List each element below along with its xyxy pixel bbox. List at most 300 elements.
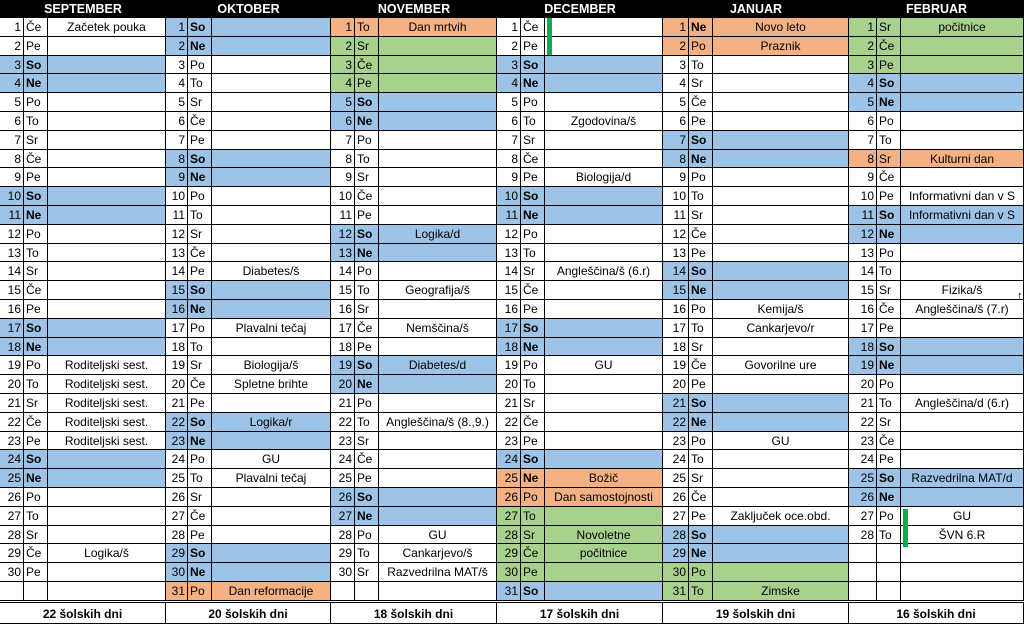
day-number: 18 (166, 338, 188, 356)
weekday-label: Pe (24, 168, 48, 187)
weekday-label: Ne (877, 225, 901, 244)
day-number: 14 (663, 262, 689, 281)
day-number: 16 (849, 300, 877, 319)
weekday-label: Pe (188, 131, 212, 150)
event-label (901, 262, 1024, 281)
day-number: 21 (849, 394, 877, 413)
weekday-label: Če (521, 150, 545, 168)
event-label (48, 281, 166, 300)
weekday-label: Če (355, 450, 379, 469)
event-label (545, 432, 663, 450)
event-label: Božič (545, 469, 663, 488)
day-number: 7 (0, 131, 24, 150)
weekday-label: Če (877, 432, 901, 450)
day-number: 3 (663, 56, 689, 74)
weekday-label: Po (877, 244, 901, 262)
day-number: 28 (849, 526, 877, 544)
day-number: 10 (331, 187, 355, 206)
day-number: 9 (497, 168, 521, 187)
day-number: 2 (331, 37, 355, 56)
weekday-label: Po (355, 262, 379, 281)
day-number: 25 (0, 469, 24, 488)
event-label (545, 244, 663, 262)
weekday-label: Sr (355, 432, 379, 450)
day-number: 17 (331, 319, 355, 338)
weekday-label: Po (521, 356, 545, 375)
weekday-label: So (521, 56, 545, 74)
day-number: 2 (663, 37, 689, 56)
event-label (48, 526, 166, 544)
day-number: 25 (849, 469, 877, 488)
weekday-label (877, 544, 901, 563)
weekday-label: To (24, 375, 48, 394)
weekday-label: Ne (689, 18, 713, 37)
weekday-label: To (521, 507, 545, 526)
day-number: 12 (497, 225, 521, 244)
event-label (379, 74, 497, 93)
event-label (379, 432, 497, 450)
day-number: 30 (663, 563, 689, 582)
day-number: 14 (166, 262, 188, 281)
day-number: 20 (663, 375, 689, 394)
event-label: Kemija/š (713, 300, 849, 319)
day-number: 26 (166, 488, 188, 507)
day-number: 23 (663, 432, 689, 450)
event-label: Roditeljski sest. (48, 394, 166, 413)
day-number: 6 (663, 112, 689, 131)
weekday-label: Ne (188, 563, 212, 582)
day-number: 18 (849, 338, 877, 356)
event-label (545, 413, 663, 432)
day-number: 2 (166, 37, 188, 56)
event-label: Informativni dan v S (901, 187, 1024, 206)
day-number: 25 (497, 469, 521, 488)
day-number: 10 (663, 187, 689, 206)
event-label (901, 37, 1024, 56)
event-label (713, 375, 849, 394)
weekday-label: Sr (689, 74, 713, 93)
day-number: 20 (849, 375, 877, 394)
arrow-up-icon: ↑ (1017, 290, 1023, 302)
event-label (713, 150, 849, 168)
weekday-label: Če (689, 225, 713, 244)
day-number: 8 (663, 150, 689, 168)
weekday-label: To (521, 244, 545, 262)
weekday-label: To (521, 112, 545, 131)
event-label (212, 225, 331, 244)
weekday-label: Če (877, 37, 901, 56)
weekday-label: Ne (521, 338, 545, 356)
event-label: Praznik (713, 37, 849, 56)
weekday-label: So (689, 394, 713, 413)
weekday-label: Sr (521, 262, 545, 281)
day-number: 4 (663, 74, 689, 93)
event-label: Cankarjevo/š (379, 544, 497, 563)
day-number: 11 (663, 206, 689, 225)
event-label (545, 300, 663, 319)
day-number: 27 (663, 507, 689, 526)
event-label: Zaključek oce.obd. (713, 507, 849, 526)
day-number: 25 (166, 469, 188, 488)
event-label (545, 187, 663, 206)
weekday-label: Sr (188, 488, 212, 507)
event-label (713, 281, 849, 300)
event-label (379, 469, 497, 488)
event-label (48, 74, 166, 93)
day-number: 4 (331, 74, 355, 93)
weekday-label: Ne (689, 150, 713, 168)
event-label (901, 432, 1024, 450)
weekday-label: So (689, 131, 713, 150)
weekday-label: Ne (877, 488, 901, 507)
weekday-label: Po (689, 168, 713, 187)
day-number: 23 (0, 432, 24, 450)
weekday-label: Ne (521, 74, 545, 93)
event-label: Geografija/š (379, 281, 497, 300)
event-label (212, 507, 331, 526)
day-number: 11 (0, 206, 24, 225)
weekday-label: Sr (24, 526, 48, 544)
weekday-label: To (877, 262, 901, 281)
weekday-label: Po (24, 356, 48, 375)
event-label (901, 413, 1024, 432)
day-number: 18 (497, 338, 521, 356)
weekday-label: Sr (877, 281, 901, 300)
event-label (48, 582, 166, 601)
event-label: Roditeljski sest. (48, 375, 166, 394)
weekday-label: To (689, 319, 713, 338)
event-label (48, 244, 166, 262)
weekday-label: To (188, 206, 212, 225)
event-label: Razvedrilna MAT/d (901, 469, 1024, 488)
day-number: 22 (331, 413, 355, 432)
day-number: 17 (0, 319, 24, 338)
event-label: Roditeljski sest. (48, 413, 166, 432)
weekday-label (24, 582, 48, 601)
event-label (901, 319, 1024, 338)
day-number: 19 (497, 356, 521, 375)
day-number: 26 (849, 488, 877, 507)
day-number: 1 (166, 18, 188, 37)
month-header: DECEMBER (497, 0, 663, 18)
event-label (901, 112, 1024, 131)
weekday-label: So (355, 93, 379, 112)
weekday-label (877, 582, 901, 601)
weekday-label: Sr (188, 225, 212, 244)
day-number: 12 (166, 225, 188, 244)
weekday-label: Po (355, 526, 379, 544)
event-label: Angleščina/d (6.r) (901, 394, 1024, 413)
weekday-label: Ne (355, 244, 379, 262)
event-label: GU (212, 450, 331, 469)
day-number: 31 (663, 582, 689, 601)
day-number: 26 (0, 488, 24, 507)
weekday-label: So (689, 526, 713, 544)
event-label: Zgodovina/š (545, 112, 663, 131)
event-label (379, 168, 497, 187)
event-label (212, 432, 331, 450)
day-number: 29 (663, 544, 689, 563)
month-header: NOVEMBER (331, 0, 497, 18)
day-number: 4 (166, 74, 188, 93)
weekday-label: Pe (877, 319, 901, 338)
green-marker (547, 18, 552, 55)
event-label (379, 206, 497, 225)
event-label (901, 168, 1024, 187)
event-label: GU (545, 356, 663, 375)
event-label: Informativni dan v S (901, 206, 1024, 225)
day-number: 14 (331, 262, 355, 281)
weekday-label: To (355, 544, 379, 563)
weekday-label: To (24, 507, 48, 526)
weekday-label: Sr (355, 300, 379, 319)
event-label (212, 93, 331, 112)
day-number: 19 (0, 356, 24, 375)
weekday-label: Če (24, 544, 48, 563)
weekday-label: Sr (355, 563, 379, 582)
weekday-label: To (188, 469, 212, 488)
event-label (545, 563, 663, 582)
day-number: 13 (663, 244, 689, 262)
day-number: 6 (0, 112, 24, 131)
weekday-label: Ne (355, 112, 379, 131)
weekday-label: Po (521, 93, 545, 112)
weekday-label: Sr (355, 37, 379, 56)
weekday-label: Ne (355, 507, 379, 526)
day-number: 14 (0, 262, 24, 281)
day-number: 2 (497, 37, 521, 56)
day-number: 16 (497, 300, 521, 319)
event-label (901, 74, 1024, 93)
event-label (48, 206, 166, 225)
event-label (48, 187, 166, 206)
day-number: 22 (849, 413, 877, 432)
day-number: 6 (497, 112, 521, 131)
day-number: 24 (166, 450, 188, 469)
weekday-label: Sr (521, 394, 545, 413)
day-number: 11 (497, 206, 521, 225)
weekday-label: Pe (689, 112, 713, 131)
event-label (212, 394, 331, 413)
day-number: 24 (497, 450, 521, 469)
day-number: 8 (0, 150, 24, 168)
day-number: 7 (663, 131, 689, 150)
day-number: 28 (0, 526, 24, 544)
day-number: 30 (166, 563, 188, 582)
event-label (545, 206, 663, 225)
weekday-label: Če (24, 281, 48, 300)
event-label (48, 319, 166, 338)
day-number: 18 (331, 338, 355, 356)
day-number: 29 (497, 544, 521, 563)
weekday-label: Po (188, 319, 212, 338)
day-number: 7 (166, 131, 188, 150)
weekday-label: Sr (689, 206, 713, 225)
day-number: 8 (849, 150, 877, 168)
event-label (379, 93, 497, 112)
event-label (545, 338, 663, 356)
weekday-label: To (355, 413, 379, 432)
day-number: 20 (166, 375, 188, 394)
event-label (48, 262, 166, 281)
weekday-label: To (188, 338, 212, 356)
weekday-label: Pe (188, 526, 212, 544)
event-label (48, 225, 166, 244)
weekday-label: Pe (24, 563, 48, 582)
event-label (379, 37, 497, 56)
day-number: 26 (663, 488, 689, 507)
event-label (713, 394, 849, 413)
event-label (212, 300, 331, 319)
day-number: 14 (849, 262, 877, 281)
day-number: 22 (0, 413, 24, 432)
event-label (713, 112, 849, 131)
weekday-label: Po (877, 112, 901, 131)
day-number: 23 (849, 432, 877, 450)
day-number: 17 (166, 319, 188, 338)
weekday-label: Sr (188, 356, 212, 375)
event-label: Novo leto (713, 18, 849, 37)
day-number: 19 (663, 356, 689, 375)
weekday-label: Če (877, 300, 901, 319)
weekday-label: Pe (188, 262, 212, 281)
day-number (849, 563, 877, 582)
weekday-label: So (521, 187, 545, 206)
weekday-label: So (188, 281, 212, 300)
day-number: 4 (849, 74, 877, 93)
event-label (713, 338, 849, 356)
weekday-label: Pe (877, 187, 901, 206)
weekday-label: So (24, 450, 48, 469)
event-label: Roditeljski sest. (48, 432, 166, 450)
weekday-label: Ne (188, 37, 212, 56)
weekday-label: Sr (877, 413, 901, 432)
event-label (713, 206, 849, 225)
weekday-label: Če (521, 281, 545, 300)
event-label: GU (379, 526, 497, 544)
day-number: 15 (166, 281, 188, 300)
event-label (48, 488, 166, 507)
weekday-label: Če (24, 413, 48, 432)
weekday-label: Po (355, 394, 379, 413)
weekday-label: Če (188, 244, 212, 262)
event-label (48, 131, 166, 150)
weekday-label: Po (188, 450, 212, 469)
day-number: 21 (166, 394, 188, 413)
event-label (379, 450, 497, 469)
day-number: 27 (849, 507, 877, 526)
weekday-label: Ne (188, 168, 212, 187)
event-label (212, 37, 331, 56)
event-label (379, 56, 497, 74)
month-header: FEBRUAR (849, 0, 1024, 18)
day-number: 21 (663, 394, 689, 413)
event-label (901, 338, 1024, 356)
event-label (212, 74, 331, 93)
weekday-label: Ne (24, 74, 48, 93)
day-number: 31 (497, 582, 521, 601)
weekday-label (355, 582, 379, 601)
day-number: 28 (166, 526, 188, 544)
weekday-label: To (877, 131, 901, 150)
month-footer: 18 šolskih dni (331, 602, 497, 624)
day-number: 27 (331, 507, 355, 526)
month-header: SEPTEMBER (0, 0, 166, 18)
day-number: 7 (497, 131, 521, 150)
day-number: 26 (497, 488, 521, 507)
event-label: Dan mrtvih (379, 18, 497, 37)
event-label (713, 450, 849, 469)
event-label: Plavalni tečaj (212, 319, 331, 338)
event-label (545, 131, 663, 150)
month-footer: 20 šolskih dni (166, 602, 331, 624)
event-label (901, 450, 1024, 469)
event-label: Biologija/š (212, 356, 331, 375)
month-footer: 19 šolskih dni (663, 602, 849, 624)
day-number: 22 (166, 413, 188, 432)
event-label (48, 37, 166, 56)
event-label (713, 93, 849, 112)
weekday-label: Ne (355, 375, 379, 394)
month-header: OKTOBER (166, 0, 331, 18)
day-number: 16 (166, 300, 188, 319)
day-number: 1 (497, 18, 521, 37)
day-number (849, 544, 877, 563)
event-label (713, 563, 849, 582)
day-number: 18 (663, 338, 689, 356)
event-label (713, 544, 849, 563)
weekday-label: Pe (355, 469, 379, 488)
weekday-label: So (188, 150, 212, 168)
event-label (212, 56, 331, 74)
day-number: 29 (0, 544, 24, 563)
weekday-label: Pe (24, 432, 48, 450)
event-label: Zimske (713, 582, 849, 601)
weekday-label: Po (689, 300, 713, 319)
event-label (545, 150, 663, 168)
weekday-label: Pe (355, 206, 379, 225)
day-number: 28 (331, 526, 355, 544)
weekday-label: So (24, 319, 48, 338)
event-label (212, 131, 331, 150)
day-number: 1 (849, 18, 877, 37)
day-number: 12 (663, 225, 689, 244)
weekday-label: Po (877, 507, 901, 526)
event-label: Logika/š (48, 544, 166, 563)
day-number: 4 (497, 74, 521, 93)
event-label (901, 375, 1024, 394)
weekday-label: So (188, 413, 212, 432)
event-label (545, 56, 663, 74)
weekday-label: Če (355, 56, 379, 74)
weekday-label: Sr (689, 338, 713, 356)
event-label (545, 225, 663, 244)
day-number: 8 (331, 150, 355, 168)
day-number: 12 (849, 225, 877, 244)
weekday-label: So (355, 488, 379, 507)
day-number: 5 (849, 93, 877, 112)
day-number: 30 (0, 563, 24, 582)
day-number: 13 (331, 244, 355, 262)
event-label: Razvedrilna MAT/š (379, 563, 497, 582)
event-label (379, 582, 497, 601)
weekday-label: Po (877, 375, 901, 394)
weekday-label: Pe (521, 563, 545, 582)
event-label: Plavalni tečaj (212, 469, 331, 488)
event-label (545, 450, 663, 469)
weekday-label: So (355, 356, 379, 375)
event-label (48, 507, 166, 526)
